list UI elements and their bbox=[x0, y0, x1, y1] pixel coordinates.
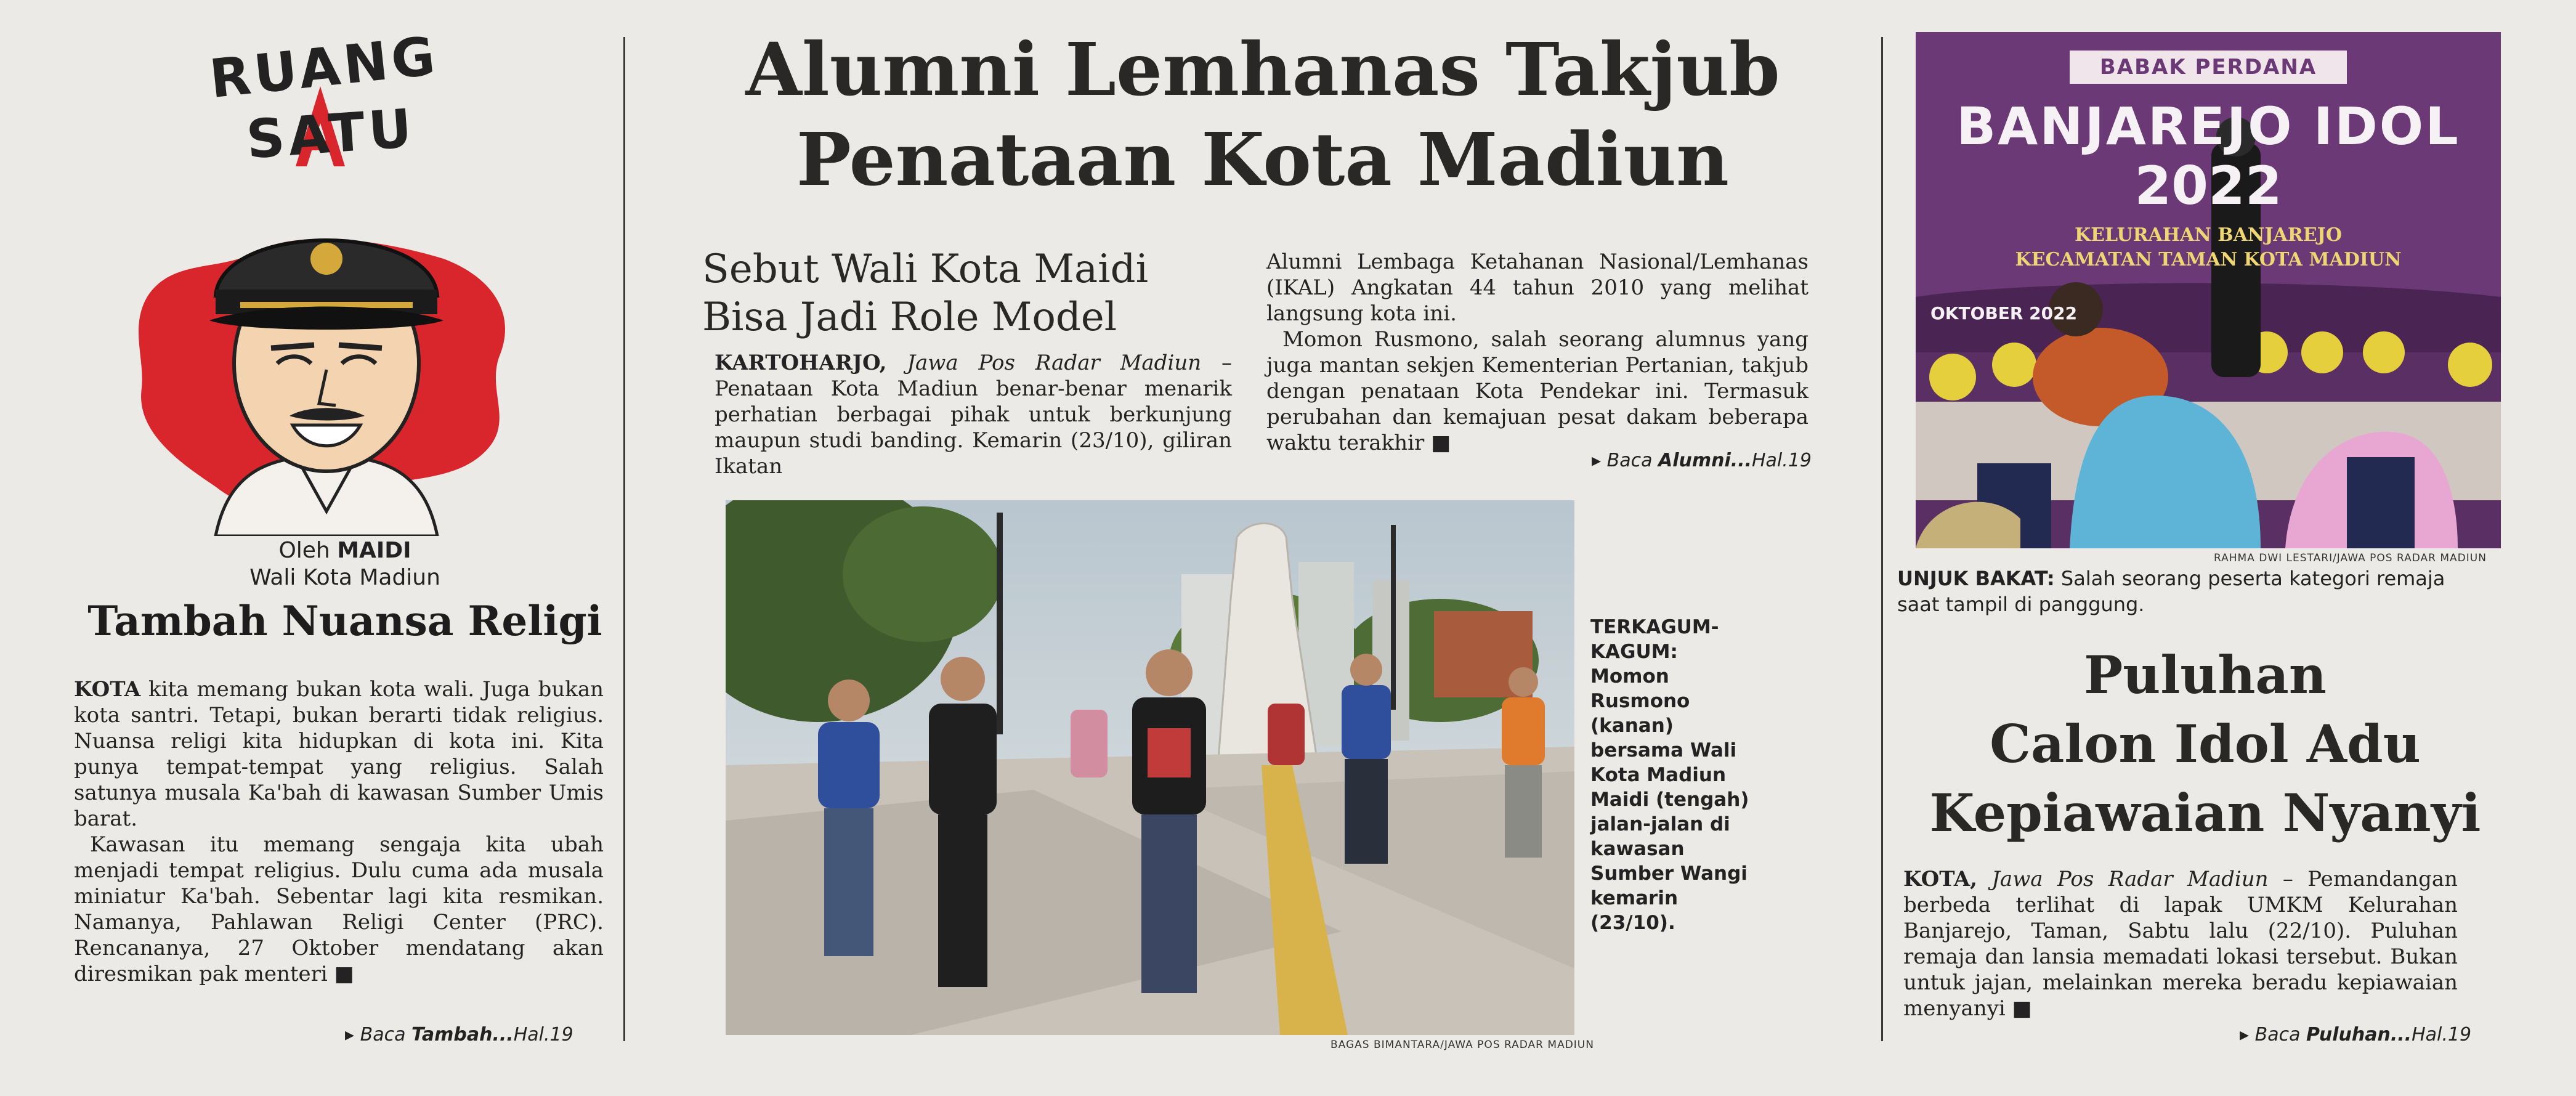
side-photo-caption bbox=[1897, 566, 2489, 617]
side-headline-line-3: Kepiawaian Nyanyi bbox=[1929, 782, 2481, 843]
author-role: Wali Kota Madiun bbox=[249, 565, 440, 590]
byline-prefix: Oleh bbox=[278, 538, 330, 563]
side-headline bbox=[1897, 641, 2513, 848]
side-photo-credit: RAHMA DWI LESTARI/JAWA POS RADAR MADIUN bbox=[2214, 552, 2487, 564]
column-title: Tambah Nuansa Religi bbox=[87, 597, 602, 645]
main-story-col2-p1: Alumni Lembaga Ketahanan Nasional/Lemhanas (IKAL) Angkatan 44 tahun 2010 yang melihat langsung kota ini. bbox=[1266, 250, 1808, 326]
main-continue-link[interactable]: ▸ Baca Alumni...Hal.19 bbox=[1592, 450, 1812, 471]
main-story-photo bbox=[726, 500, 1574, 1035]
main-story-lead: KARTOHARJO, Jawa Pos Radar Madiun – Penataan Kota Madiun benar-benar menarik perhatian berbagai pihak untuk berkunjung maupun studi banding. Kemarin (23/10), giliran Ikatan bbox=[715, 351, 1233, 479]
main-subhead bbox=[702, 245, 1195, 341]
main-caption-body: Momon Rusmono (kanan) bersama Wali Kota Madiun Maidi (tengah) jalan-jalan di kawasan Sumber Wangi kemarin (23/10). bbox=[1590, 665, 1749, 934]
column-byline bbox=[74, 537, 616, 591]
banner-top: BABAK PERDANA bbox=[2070, 51, 2347, 84]
subhead-line-2: Bisa Jadi Role Model bbox=[702, 294, 1117, 340]
side-source: Jawa Pos Radar Madiun bbox=[1991, 867, 2269, 891]
author-caricature bbox=[123, 166, 530, 536]
main-source: Jawa Pos Radar Madiun bbox=[907, 351, 1202, 375]
side-story-paragraph: KOTA, Jawa Pos Radar Madiun – Pemandangan berbeda terlihat di lapak UMKM Kelurahan Banjarejo, Taman, Sabtu lalu (22/10). Puluhan remaja dan lansia memadati lokasi tersebut. Bukan untuk jajan, melainkan mereka beradu kepiawaian menyanyi ■ bbox=[1903, 867, 2458, 1021]
column-paragraph-2: Kawasan itu memang sengaja kita ubah menjadi tempat religius. Dulu cuma ada musala miniatur Ka'bah. Sebentar lagi kita resmikan. Namanya, Pahlawan Religi Center (PRC). Rencananya, 27 Oktober mendatang akan diresmikan pak menteri ■ bbox=[74, 832, 604, 986]
main-photo-credit: BAGAS BIMANTARA/JAWA POS RADAR MADIUN bbox=[1331, 1039, 1594, 1051]
banner-sub-2: KECAMATAN TAMAN KOTA MADIUN bbox=[2015, 249, 2402, 270]
side-caption-body: Salah seorang peserta kategori remaja saat tampil di panggung. bbox=[1897, 567, 2445, 616]
side-headline-line-1: Puluhan bbox=[2084, 644, 2327, 705]
author-name: MAIDI bbox=[337, 538, 411, 563]
side-story-body bbox=[1903, 866, 2458, 1021]
main-headline-line-1: Alumni Lemhanas Takjub bbox=[745, 26, 1780, 112]
side-continue-link[interactable]: ▸ Baca Puluhan...Hal.19 bbox=[2240, 1024, 2472, 1045]
side-caption-title: UNJUK BAKAT: bbox=[1897, 567, 2055, 590]
main-headline-line-2: Penataan Kota Madiun bbox=[796, 116, 1729, 202]
main-story-col-2 bbox=[1266, 249, 1808, 456]
logo-line-1: RUANG bbox=[206, 25, 442, 111]
main-caption-title: TERKAGUM-KAGUM: bbox=[1590, 616, 1719, 663]
banner-title: BANJAREJO IDOL bbox=[1956, 96, 2460, 156]
side-dateline: KOTA, bbox=[1903, 867, 1977, 891]
main-story-col2-p2: Momon Rusmono, salah seorang alumnus yang juga mantan sekjen Kementerian Pertanian, takjub dengan penataan Kota Pendekar ini. Termasuk perubahan dan kemajuan pesat dakam beberapa waktu terakhir ■ bbox=[1266, 327, 1808, 455]
side-story-photo bbox=[1916, 32, 2501, 548]
logo-line-2: SATU bbox=[244, 97, 418, 171]
ruang-satu-logo bbox=[203, 25, 442, 173]
banner-sub-1: KELURAHAN BANJAREJO bbox=[2075, 224, 2342, 246]
main-headline bbox=[641, 25, 1885, 205]
column-lead-word: KOTA bbox=[74, 677, 141, 702]
column-body bbox=[74, 676, 604, 987]
side-headline-line-2: Calon Idol Adu bbox=[1990, 713, 2421, 774]
main-photo-caption bbox=[1590, 615, 1757, 935]
column-rule-left bbox=[623, 37, 625, 1041]
banner-date: OKTOBER 2022 bbox=[1930, 303, 2078, 323]
main-dateline: KARTOHARJO, bbox=[715, 351, 887, 375]
column-paragraph-1: KOTA kita memang bukan kota wali. Juga bukan kota santri. Tetapi, bukan berarti tidak religius. Nuansa religi kita hidupkan di kota ini. Kita punya tempat-tempat yang religius. Salah satunya musala Ka'bah di kawasan Sumber Umis barat. bbox=[74, 677, 604, 831]
banner-year: 2022 bbox=[2134, 155, 2282, 217]
main-story-col-1 bbox=[715, 350, 1232, 479]
column-continue-link[interactable]: ▸ Baca Tambah...Hal.19 bbox=[345, 1024, 573, 1045]
subhead-line-1: Sebut Wali Kota Maidi bbox=[702, 246, 1149, 292]
